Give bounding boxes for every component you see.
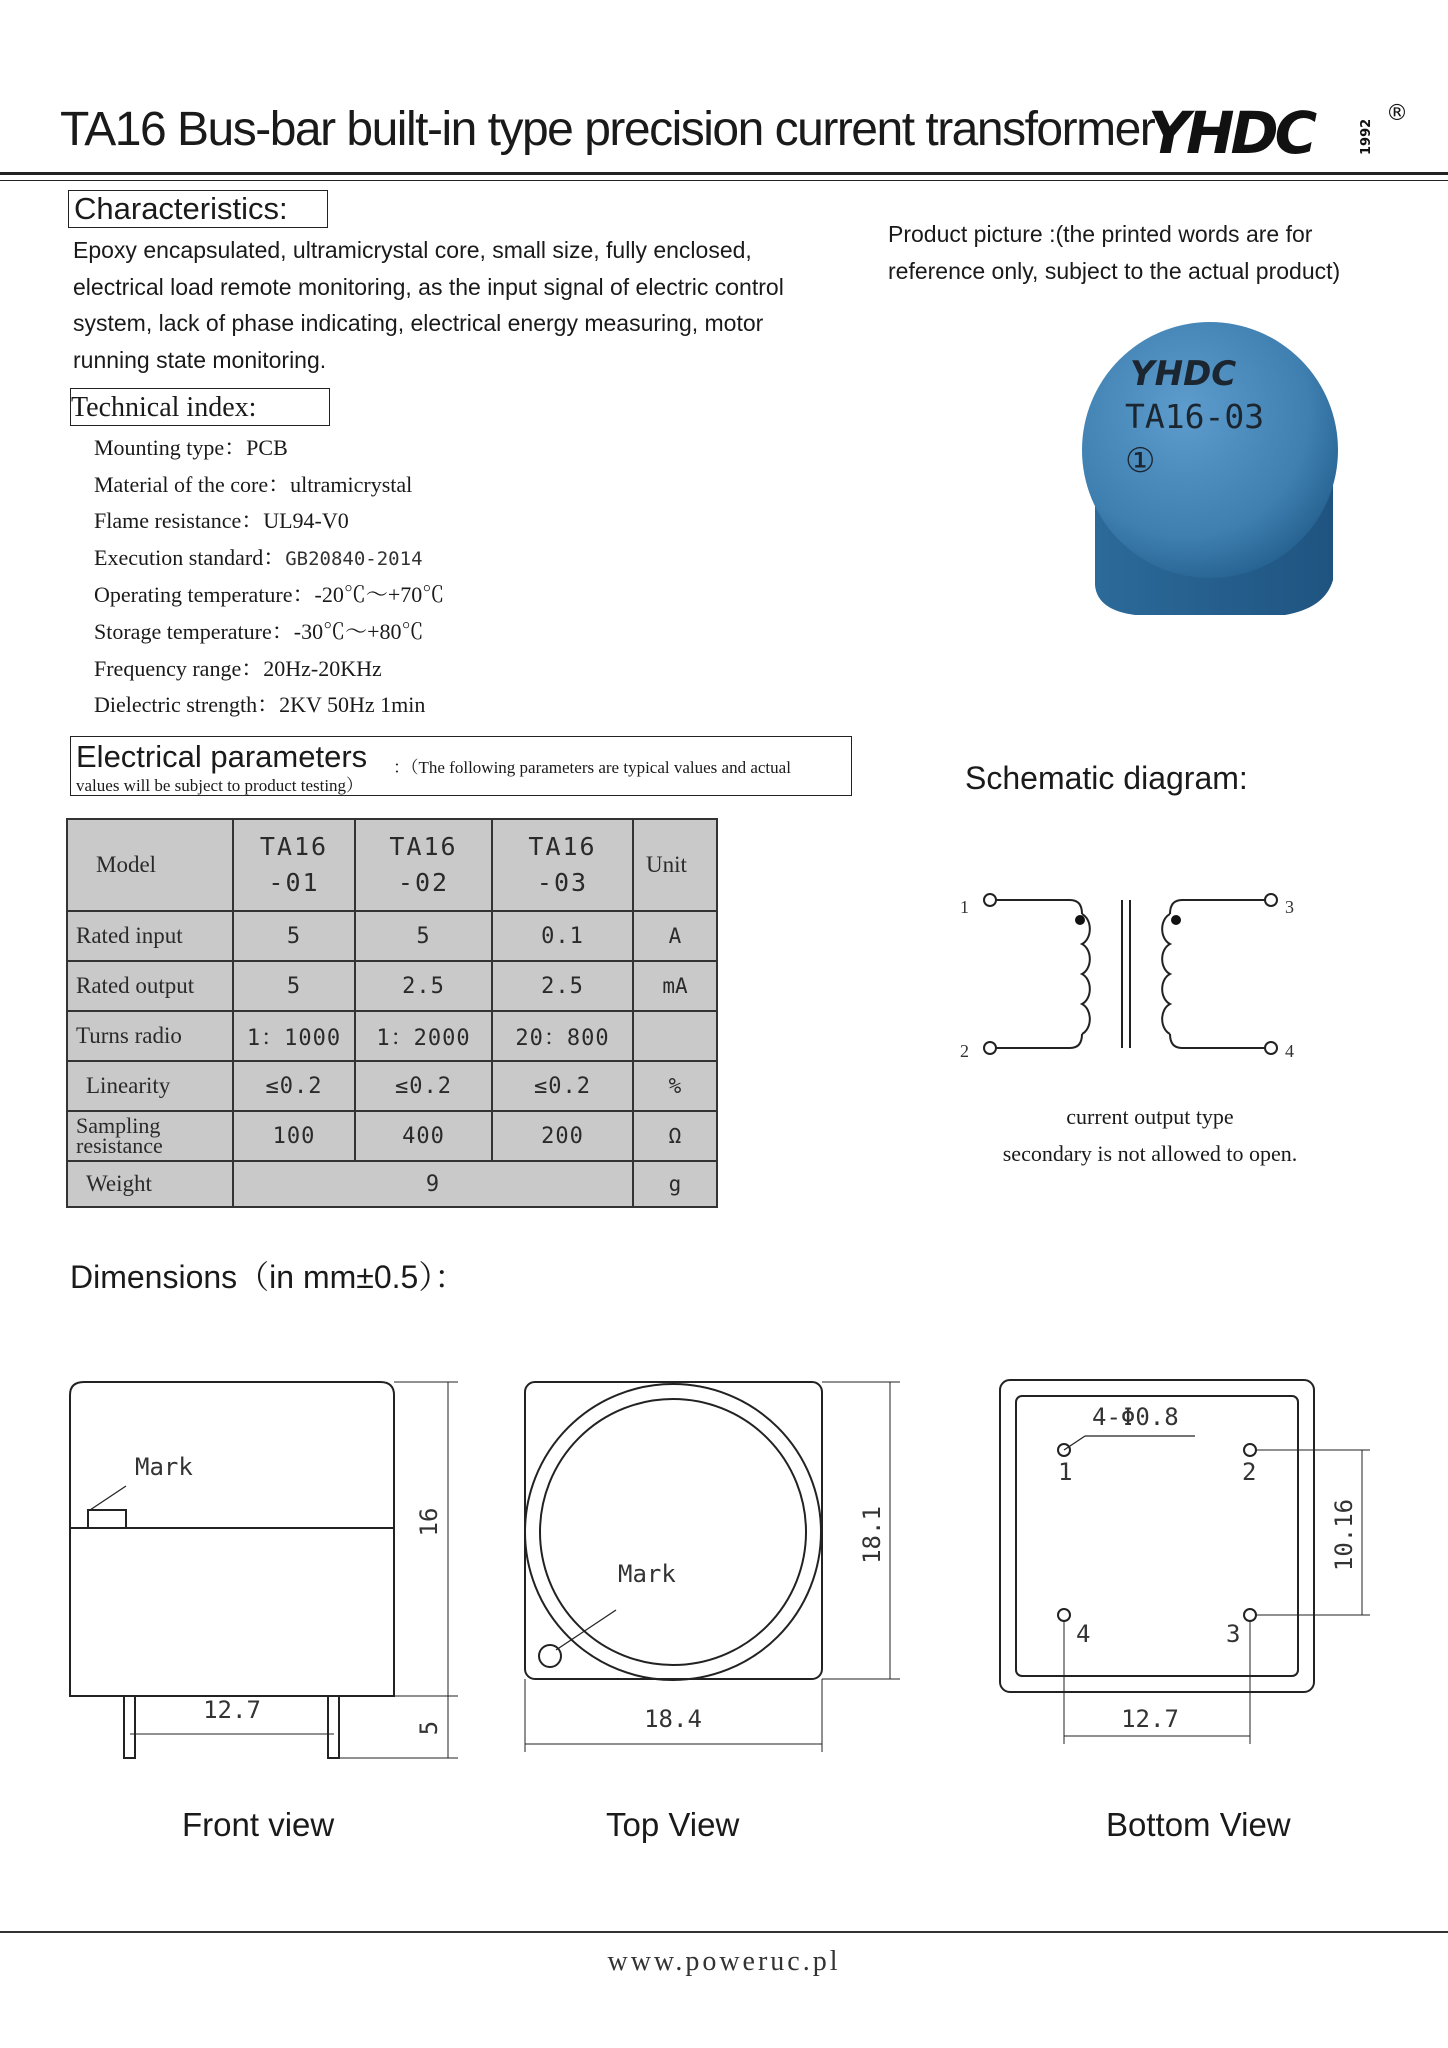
table-row: Turns radio 1：1000 1：2000 20：800: [67, 1011, 717, 1061]
tech-row-mounting: [94, 430, 444, 467]
electrical-heading-text: Electrical parameters: [76, 739, 368, 774]
bottom-pin-3: 3: [1226, 1620, 1241, 1648]
brand-logo: [1148, 95, 1418, 165]
table-header-row: [67, 819, 717, 911]
photo-mark: ①: [1125, 441, 1156, 481]
front-view-label: Front view: [182, 1806, 335, 1843]
pin-3-label: 3: [1285, 897, 1294, 917]
tech-row-frequency: [94, 651, 444, 688]
model-cell: TA16 -01: [233, 819, 355, 911]
bottom-pin-1: 1: [1058, 1458, 1073, 1486]
front-pin-spacing-label: 12.7: [203, 1696, 261, 1724]
brand-logo-text: YHDC: [1148, 99, 1314, 165]
title-rule: [0, 172, 1448, 175]
tech-row-flame: [94, 503, 444, 540]
tech-label: Execution standard：: [94, 544, 286, 570]
characteristics-text: Epoxy encapsulated, ultramicrystal core, small size, fully enclosed, electrical load remote monitoring, as the input signal of electric control system, lack of phase indicating, electrical energy measuring, motor running state monitoring.: [73, 237, 784, 373]
technical-index-heading: Technical index:: [70, 388, 330, 426]
schematic-caption-line2: secondary is not allowed to open.: [1002, 1141, 1298, 1166]
tech-value: -30℃～+80℃: [293, 618, 424, 644]
tech-value: PCB: [246, 435, 288, 460]
tech-label: Storage temperature：: [94, 618, 294, 644]
pin-4-label: 4: [1285, 1041, 1294, 1061]
tech-label: Dielectric strength：: [94, 692, 280, 718]
tech-row-standard: [94, 540, 444, 578]
footer-url[interactable]: www.poweruc.pl: [607, 1946, 841, 1977]
pin-2-label: 2: [960, 1041, 969, 1061]
schematic-diagram: [950, 880, 1320, 1070]
front-view-drawing: [70, 1382, 458, 1758]
top-view-label: Top View: [606, 1806, 740, 1843]
product-photo: [1075, 310, 1345, 630]
top-view-drawing: [525, 1382, 900, 1680]
tech-label: Frequency range：: [94, 655, 264, 681]
photo-model: TA16-03: [1125, 397, 1265, 436]
tech-label: Material of the core：: [94, 471, 291, 497]
tech-value: UL94-V0: [263, 508, 349, 534]
schematic-caption: [940, 1098, 1360, 1172]
tech-row-dielectric: [94, 687, 444, 724]
table-row-weight: Weight 9 g: [67, 1161, 717, 1207]
bottom-pin-2: 2: [1242, 1458, 1257, 1486]
page-title: TA16 Bus-bar built-in type precision current transformer: [60, 103, 1155, 156]
electrical-note-2: values will be subject to product testing）: [76, 776, 364, 795]
bottom-view-label: Bottom View: [1106, 1806, 1291, 1843]
front-height-label: 16: [415, 1507, 443, 1537]
electrical-parameters-heading: [70, 736, 852, 796]
dimensions-heading: Dimensions（in mm±0.5）：: [70, 1259, 467, 1295]
table-row: Sampling resistance 100 400 200 Ω: [67, 1111, 717, 1161]
electrical-note: ：（The following parameters are typical values and actual: [393, 758, 791, 777]
tech-label: Flame resistance：: [94, 508, 264, 534]
photo-brand: YHDC: [1130, 354, 1237, 394]
tech-row-operating-temp: [94, 577, 444, 614]
dimension-drawings: [0, 1360, 1448, 1760]
schematic-title: Schematic diagram:: [965, 760, 1248, 796]
brand-year: 1992: [1359, 118, 1374, 155]
tech-row-core: [94, 467, 444, 504]
title-rule-thin: [0, 180, 1448, 181]
bottom-pin-4: 4: [1076, 1620, 1091, 1648]
model-cell: TA16 -02: [355, 819, 492, 911]
model-cell: TA16 -03: [492, 819, 633, 911]
footer-rule: [0, 1931, 1448, 1933]
front-mark-label: Mark: [135, 1453, 193, 1481]
tech-value: ultramicrystal: [290, 471, 413, 497]
electrical-parameters-table: [66, 818, 718, 1208]
tech-value: 2KV 50Hz 1min: [279, 692, 426, 718]
table-row: Linearity ≤0.2 ≤0.2 ≤0.2 %: [67, 1061, 717, 1111]
unit-header: Unit: [633, 819, 717, 911]
tech-value: -20℃～+70℃: [314, 582, 445, 608]
schematic-caption-line1: current output type: [1066, 1104, 1234, 1129]
front-pin-length-label: 5: [415, 1720, 443, 1736]
table-row: Rated output 5 2.5 2.5 mA: [67, 961, 717, 1011]
registered-mark: ®: [1386, 101, 1408, 126]
model-header: Model: [67, 819, 233, 911]
top-mark-label: Mark: [618, 1560, 676, 1588]
bottom-holes-label: 4-Φ0.8: [1092, 1403, 1179, 1431]
top-height-label: 18.1: [858, 1506, 886, 1564]
product-picture-caption: Product picture :(the printed words are for reference only, subject to the actual product): [888, 221, 1341, 284]
bottom-vertical-label: 10.16: [1330, 1498, 1358, 1572]
technical-index-list: [94, 430, 444, 724]
tech-value: GB20840-2014: [285, 547, 423, 570]
pin-1-label: 1: [960, 897, 969, 917]
tech-value: 20Hz-20KHz: [263, 655, 382, 681]
characteristics-heading: Characteristics:: [68, 190, 328, 228]
tech-label: Operating temperature：: [94, 582, 315, 608]
table-row: Rated input 5 5 0.1 A: [67, 911, 717, 961]
tech-label: Mounting type：: [94, 435, 247, 460]
tech-row-storage-temp: [94, 614, 444, 651]
top-width-label: 18.4: [644, 1705, 702, 1733]
bottom-horizontal-label: 12.7: [1121, 1705, 1179, 1733]
bottom-view-drawing: [1000, 1380, 1370, 1744]
